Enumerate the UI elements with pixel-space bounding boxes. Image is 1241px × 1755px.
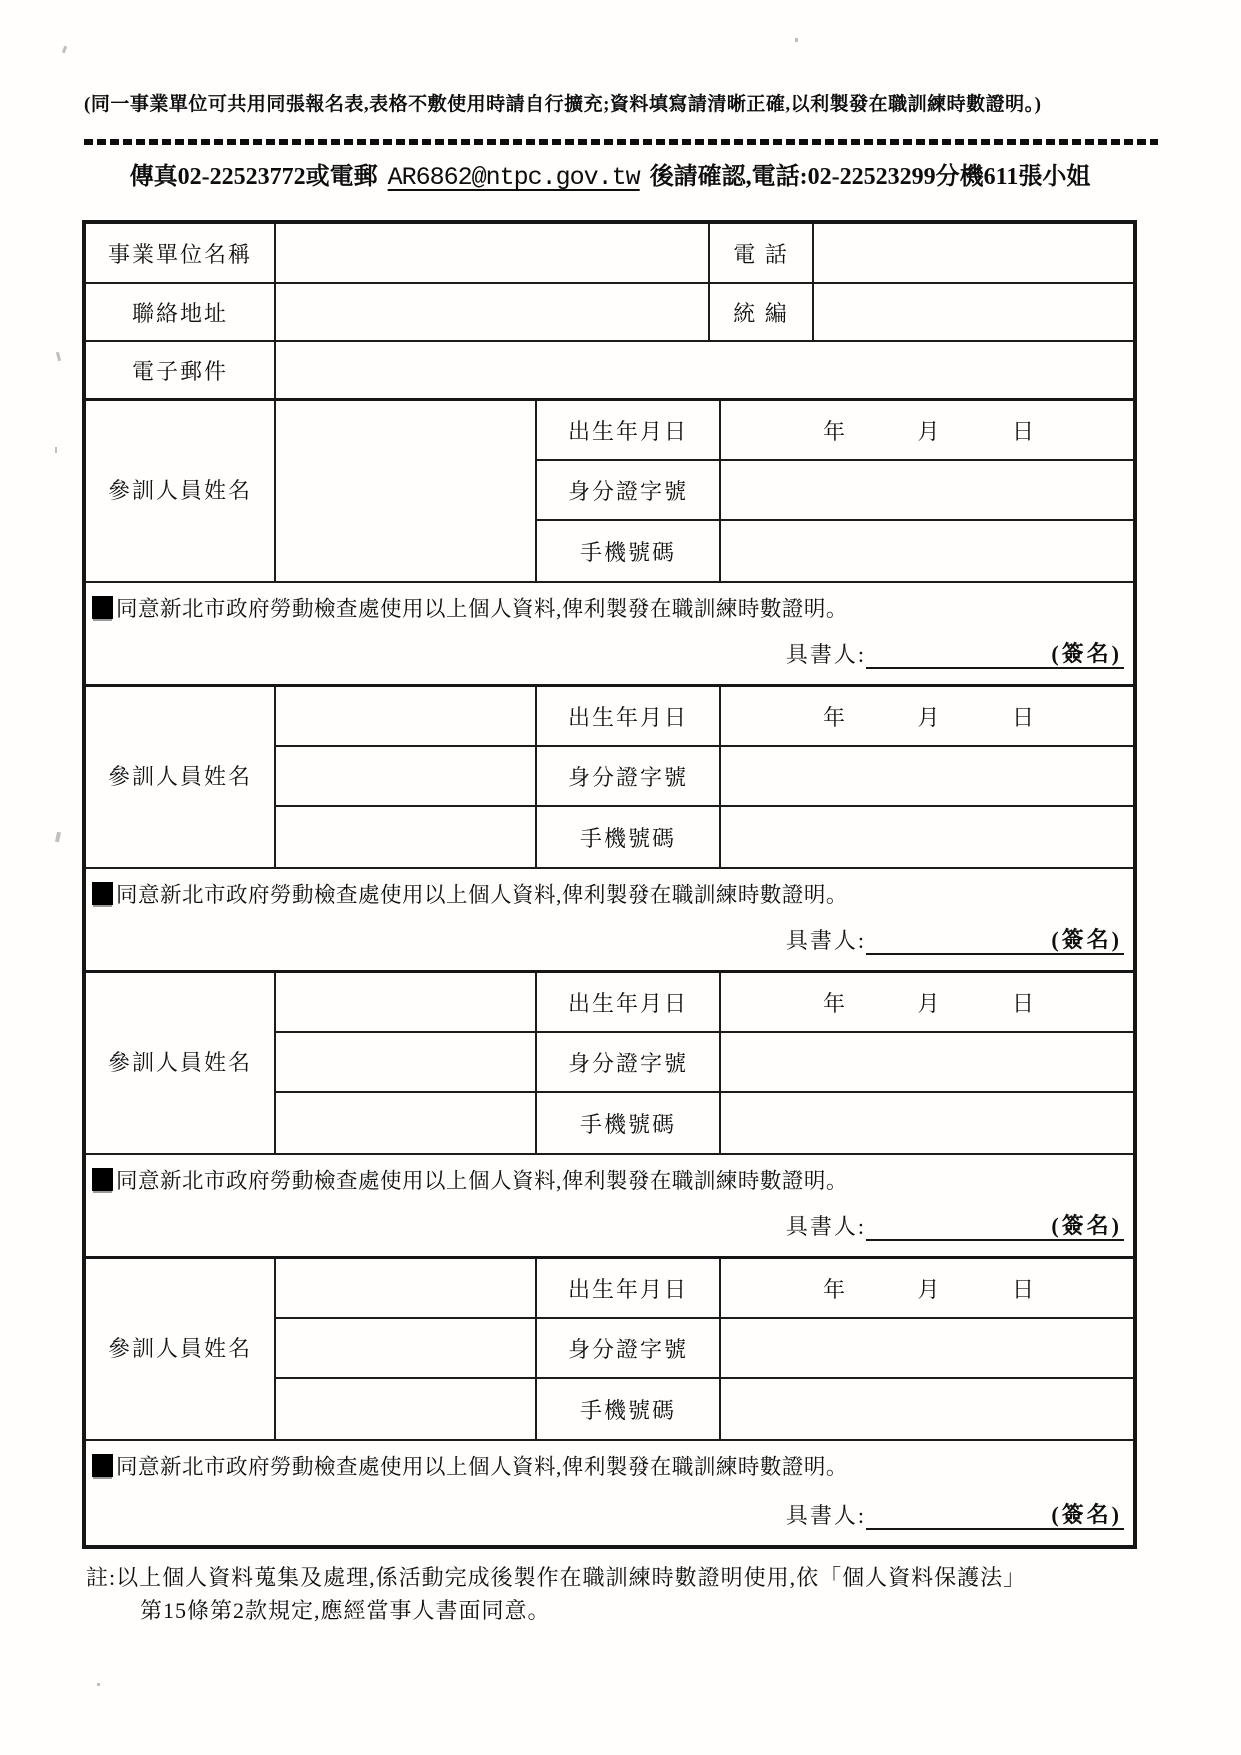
- contact-info-line: [60, 156, 1160, 192]
- phone-label: 電 話: [710, 224, 814, 282]
- tax-id-label: 統 編: [710, 284, 814, 340]
- dob-label: 出生年月日: [537, 401, 721, 461]
- mobile-input[interactable]: [721, 1379, 1133, 1439]
- participant-block-4: [86, 1259, 1133, 1441]
- footnote-prefix: 註:: [86, 1565, 117, 1590]
- consent-statement: [92, 1164, 848, 1195]
- year-label: 年: [823, 704, 847, 730]
- dob-input[interactable]: [721, 1259, 1133, 1319]
- day-label: 日: [1011, 1276, 1035, 1302]
- year-label: 年: [823, 990, 847, 1016]
- day-label: 日: [1011, 704, 1035, 730]
- mobile-label: 手機號碼: [537, 807, 721, 867]
- signature-row: [786, 1499, 1124, 1530]
- year-label: 年: [823, 418, 847, 444]
- participant-name-label-line1: 參訓人員: [107, 1335, 204, 1361]
- participant-block-2: [86, 687, 1133, 869]
- dob-label: 出生年月日: [537, 973, 721, 1033]
- participant-name-input[interactable]: [276, 1093, 537, 1153]
- mobile-input[interactable]: [721, 807, 1133, 867]
- participant-name-input[interactable]: [276, 1319, 537, 1379]
- signature-blank[interactable]: [866, 1501, 1124, 1531]
- consent-checkbox-checked[interactable]: [92, 1168, 113, 1191]
- participant-block-1: [86, 401, 1133, 583]
- consent-text: 同意新北市政府勞動檢查處使用以上個人資料,俾利製發在職訓練時數證明。: [116, 597, 848, 621]
- participant-name-label: [86, 687, 276, 867]
- email-input[interactable]: [276, 342, 1133, 398]
- participant-name-input[interactable]: [276, 1259, 537, 1319]
- company-name-label: 事業單位名稱: [86, 224, 276, 282]
- address-label: 聯絡地址: [86, 284, 276, 340]
- footnote-text-1: 以上個人資料蒐集及處理,係活動完成後製作在職訓練時數證明使用,依「個人資料保護法」: [116, 1565, 1027, 1590]
- dob-input[interactable]: [721, 687, 1133, 747]
- company-info-section: [86, 224, 1133, 401]
- month-label: 月: [917, 418, 941, 444]
- consent-checkbox-checked[interactable]: [92, 1454, 113, 1477]
- participant-name-label-line2: 姓名: [204, 1335, 253, 1361]
- consent-text: 同意新北市政府勞動檢查處使用以上個人資料,俾利製發在職訓練時數證明。: [116, 1455, 848, 1479]
- top-instruction-note: (同一事業單位可共用同張報名表,表格不敷使用時請自行擴充;資料填寫請清晰正確,以利製發在職訓練時數證明。): [84, 94, 1042, 115]
- consent-row-1: [86, 583, 1133, 687]
- participant-name-input[interactable]: [276, 973, 537, 1033]
- signature-row: [786, 1210, 1124, 1241]
- id-number-input[interactable]: [721, 1319, 1133, 1379]
- participant-name-label-line1: 參訓人員: [107, 477, 204, 503]
- signer-label: 具書人:: [785, 928, 866, 953]
- consent-statement: [92, 878, 848, 909]
- dob-input[interactable]: [721, 973, 1133, 1033]
- contact-prefix: 傳真02-22523772或電郵: [129, 164, 378, 190]
- consent-statement: [92, 592, 848, 623]
- consent-statement: [92, 1450, 848, 1481]
- sign-hint: (簽名): [1051, 1212, 1122, 1238]
- consent-row-2: [86, 869, 1133, 973]
- month-label: 月: [917, 990, 941, 1016]
- dob-label: 出生年月日: [537, 1259, 721, 1319]
- mobile-input[interactable]: [721, 1093, 1133, 1153]
- sign-hint: (簽名): [1051, 1501, 1122, 1527]
- phone-input[interactable]: [814, 224, 1133, 282]
- scan-artifact: [97, 1683, 100, 1686]
- id-number-label: 身分證字號: [537, 1033, 721, 1093]
- scan-artifact: [56, 352, 61, 361]
- mobile-label: 手機號碼: [537, 1093, 721, 1153]
- id-number-input[interactable]: [721, 461, 1133, 521]
- address-row: [86, 282, 1133, 340]
- scan-artifact: [55, 832, 61, 843]
- tax-id-input[interactable]: [814, 284, 1133, 340]
- participant-name-label: [86, 973, 276, 1153]
- id-number-input[interactable]: [721, 1033, 1133, 1093]
- signer-label: 具書人:: [785, 1503, 866, 1528]
- participant-name-input[interactable]: [276, 747, 537, 807]
- consent-checkbox-checked[interactable]: [92, 596, 113, 619]
- id-number-label: 身分證字號: [537, 747, 721, 807]
- consent-checkbox-checked[interactable]: [92, 882, 113, 905]
- signature-blank[interactable]: [866, 1212, 1124, 1242]
- email-label: 電子郵件: [86, 342, 276, 398]
- mobile-label: 手機號碼: [537, 1379, 721, 1439]
- participant-name-input[interactable]: [276, 687, 537, 747]
- address-input[interactable]: [276, 284, 710, 340]
- consent-row-3: [86, 1155, 1133, 1259]
- day-label: 日: [1011, 990, 1035, 1016]
- participant-name-label: [86, 1259, 276, 1439]
- participant-name-label-line2: 姓名: [204, 477, 253, 503]
- day-label: 日: [1011, 418, 1035, 444]
- participant-block-3: [86, 973, 1133, 1155]
- email-row: [86, 340, 1133, 398]
- signature-row: [786, 924, 1124, 955]
- year-label: 年: [823, 1276, 847, 1302]
- dob-input[interactable]: [721, 401, 1133, 461]
- signature-blank[interactable]: [866, 640, 1124, 670]
- participant-name-label-line1: 參訓人員: [107, 1049, 204, 1075]
- dob-label: 出生年月日: [537, 687, 721, 747]
- signer-label: 具書人:: [785, 1214, 866, 1239]
- participant-name-input[interactable]: [276, 1033, 537, 1093]
- scan-artifact: [795, 38, 798, 42]
- registration-form-table: [82, 220, 1137, 1549]
- mobile-label: 手機號碼: [537, 521, 721, 581]
- id-number-label: 身分證字號: [537, 1319, 721, 1379]
- company-name-input[interactable]: [276, 224, 710, 282]
- month-label: 月: [917, 704, 941, 730]
- footnote-line-2: 第15條第2款規定,應經當事人書面同意。: [140, 1598, 551, 1623]
- participant-name-input[interactable]: [276, 807, 537, 867]
- email-address-link[interactable]: AR6862@ntpc.gov.tw: [387, 163, 640, 192]
- contact-suffix: 後請確認,電話:02-22523299分機611張小姐: [649, 164, 1091, 190]
- id-number-input[interactable]: [721, 747, 1133, 807]
- participant-name-label-line1: 參訓人員: [107, 763, 204, 789]
- signature-blank[interactable]: [866, 926, 1124, 956]
- dashed-separator: [84, 139, 1158, 145]
- sign-hint: (簽名): [1051, 640, 1122, 666]
- id-number-label: 身分證字號: [537, 461, 721, 521]
- participant-name-label-line2: 姓名: [204, 763, 253, 789]
- sign-hint: (簽名): [1051, 926, 1122, 952]
- consent-row-4: [86, 1441, 1133, 1545]
- consent-text: 同意新北市政府勞動檢查處使用以上個人資料,俾利製發在職訓練時數證明。: [116, 883, 848, 907]
- company-name-row: [86, 224, 1133, 282]
- scan-artifact: [62, 46, 67, 54]
- mobile-input[interactable]: [721, 521, 1133, 581]
- signer-label: 具書人:: [785, 642, 866, 667]
- scan-artifact: [55, 447, 57, 453]
- month-label: 月: [917, 1276, 941, 1302]
- footnote-line-1: [86, 1561, 1156, 1594]
- participant-name-input[interactable]: [276, 1379, 537, 1439]
- signature-row: [786, 638, 1124, 669]
- consent-text: 同意新北市政府勞動檢查處使用以上個人資料,俾利製發在職訓練時數證明。: [116, 1169, 848, 1193]
- participant-name-label: [86, 401, 276, 581]
- privacy-footnote: [86, 1561, 1156, 1627]
- participant-name-label-line2: 姓名: [204, 1049, 253, 1075]
- participant-name-input[interactable]: [276, 401, 537, 581]
